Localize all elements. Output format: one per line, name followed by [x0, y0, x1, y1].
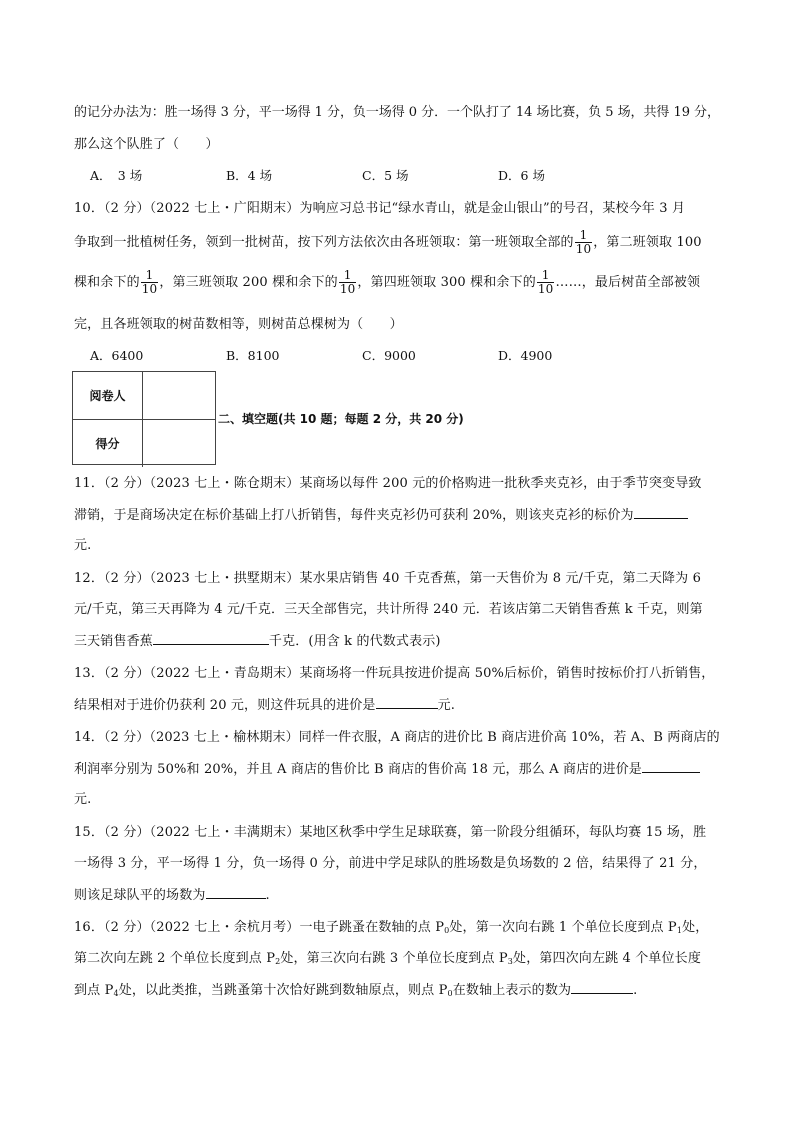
subscript: 0 — [447, 989, 453, 998]
q10-text: ，第三班领取 200 棵和余下的 — [159, 275, 338, 290]
section-title: 二、填空题(共 10 题；每题 2 分，共 20 分) — [218, 412, 464, 426]
q9-line-1: 的记分办法为：胜一场得 3 分，平一场得 1 分，负一场得 0 分．一个队打了 14 场比赛，负 5 场，共得 19 分， — [74, 105, 720, 120]
q10-text: ……，最后树苗全部被领 — [555, 275, 701, 290]
q12-line-1: 12．（2 分）（2023 七上・拱墅期末）某水果店销售 40 千克香蕉，第一天售价为 8 元/千克，第二天降为 6 — [74, 571, 701, 586]
answer-blank[interactable] — [571, 981, 633, 994]
q9-option-b: B．4 场 — [226, 168, 273, 183]
score-cell[interactable] — [143, 420, 215, 467]
q16-text: . — [633, 983, 638, 998]
fraction-numerator: 1 — [339, 269, 357, 283]
q16-text: 处，第一次向右跳 1 个单位长度到点 P — [449, 920, 677, 935]
q13-text: 元. — [437, 698, 455, 713]
fraction-denominator: 10 — [339, 282, 356, 296]
q16-text: 到点 P — [74, 983, 114, 998]
q10-option-c: C．9000 — [362, 348, 416, 363]
q16-text: 处，以此类推，当跳蚤第十次恰好跳到数轴原点，则点 P — [118, 983, 448, 998]
q12-line-3 — [74, 632, 441, 651]
answer-blank[interactable] — [206, 886, 266, 899]
q10-line-2 — [74, 229, 702, 256]
q14-line-1: 14．（2 分）（2023 七上・榆林期末）同样一件衣服，A 商店的进价比 B 商店进价高 10%，若 A、B 两商店的 — [74, 730, 720, 745]
q10-option-a: A．6400 — [90, 348, 144, 363]
q14-line-3: 元. — [74, 792, 92, 807]
answer-blank[interactable] — [376, 696, 438, 709]
fraction-numerator: 1 — [537, 269, 555, 283]
q10-line-4: 完，且各班领取的树苗数相等，则树苗总棵树为（ ） — [74, 317, 403, 332]
q9-option-c: C．5 场 — [362, 168, 409, 183]
fraction — [575, 229, 593, 256]
q15-line-2: 一场得 3 分，平一场得 1 分，负一场得 0 分，前进中学足球队的胜场数是负场数的 2 倍，结果得了 21 分， — [74, 856, 707, 871]
q16-text: 第二次向左跳 2 个单位长度到点 P — [74, 951, 276, 966]
q13-text: 结果相对于进价仍获利 20 元，则这件玩具的进价是 — [74, 698, 376, 713]
subscript: 2 — [275, 957, 281, 966]
q12-text: 千克．(用含 k 的代数式表示) — [268, 634, 441, 649]
q16-text: 16．（2 分）（2022 七上・余杭月考）一电子跳蚤在数轴的点 P — [74, 920, 445, 935]
q10-line-1: 10．（2 分）（2022 七上・广阳期末）为响应习总书记“绿水青山，就是金山银山”的号召，某校今年 3 月 — [74, 201, 686, 216]
q15-line-3 — [74, 886, 270, 905]
q16-line-1 — [74, 919, 708, 940]
q12-line-2: 元/千克，第三天再降为 4 元/千克．三天全部售完，共计所得 240 元．若该店第二天销售香蕉 k 千克，则第 — [74, 602, 703, 617]
q14-text: 利润率分别为 50%和 20%，并且 A 商店的售价比 B 商店的售价高 18 元，那么 A 商店的进价是 — [74, 762, 642, 777]
q11-text: 滞销，于是商场决定在标价基础上打八折销售，每件夹克衫仍可获利 20%，则该夹克衫的标价为 — [74, 508, 634, 523]
grader-label: 阅卷人 — [73, 372, 143, 419]
grader-signature-cell[interactable] — [143, 372, 215, 419]
q14-line-2 — [74, 760, 700, 779]
q11-line-1: 11．（2 分）（2023 七上・陈仓期末）某商场以每件 200 元的价格购进一批秋季夹克衫，由于季节突变导致 — [74, 476, 702, 491]
q10-line-3 — [74, 269, 700, 296]
q13-line-2 — [74, 696, 455, 715]
answer-blank[interactable] — [642, 760, 700, 773]
subscript: 4 — [113, 989, 119, 998]
q10-text: ，第二班领取 100 — [593, 235, 702, 250]
score-label: 得分 — [73, 420, 143, 467]
fraction-numerator: 1 — [141, 269, 159, 283]
q16-text: 在数轴上表示的数为 — [452, 983, 572, 998]
fraction — [339, 269, 357, 296]
q16-line-3 — [74, 981, 637, 1003]
grader-table — [72, 371, 216, 465]
q10-option-d: D．4900 — [498, 348, 553, 363]
q11-line-3: 元. — [74, 538, 92, 553]
q12-text: 三天销售香蕉 — [74, 634, 153, 649]
q10-text: ，第四班领取 300 棵和余下的 — [357, 275, 536, 290]
q16-line-2 — [74, 950, 701, 971]
q11-line-2 — [74, 506, 688, 525]
fraction-numerator: 1 — [575, 229, 593, 243]
q10-option-b: B．8100 — [226, 348, 280, 363]
q9-line-2: 那么这个队胜了（ ） — [74, 137, 219, 152]
q15-line-1: 15．（2 分）（2022 七上・丰满期末）某地区秋季中学生足球联赛，第一阶段分组循环，每队均赛 15 场，胜 — [74, 825, 707, 840]
fraction-denominator: 10 — [575, 242, 592, 256]
fraction — [537, 269, 555, 296]
score-row — [73, 419, 215, 467]
fraction — [141, 269, 159, 296]
q16-text: 处， — [682, 920, 709, 935]
q15-text: 则该足球队平的场数为 — [74, 888, 206, 903]
subscript: 1 — [676, 926, 683, 935]
q13-line-1: 13．（2 分）（2022 七上・青岛期末）某商场将一件玩具按进价提高 50%后标价，销售时按标价打八折销售， — [74, 666, 715, 681]
q9-option-a: A． 3 场 — [90, 168, 143, 183]
fraction-denominator: 10 — [537, 282, 554, 296]
answer-blank[interactable] — [634, 506, 688, 519]
q10-text: 棵和余下的 — [74, 275, 140, 290]
grader-row — [73, 372, 215, 419]
answer-blank[interactable] — [153, 632, 269, 645]
fraction-denominator: 10 — [141, 282, 158, 296]
subscript: 0 — [444, 926, 450, 935]
q15-text: . — [265, 888, 270, 903]
q10-text: 争取到一批植树任务，领到一批树苗，按下列方法依次由各班领取：第一班领取全部的 — [74, 235, 574, 250]
q9-option-d: D．6 场 — [498, 168, 545, 183]
q16-text: 处，第三次向右跳 3 个单位长度到点 P — [280, 951, 508, 966]
q16-text: 处，第四次向左跳 4 个单位长度 — [513, 951, 701, 966]
subscript: 3 — [507, 957, 514, 966]
